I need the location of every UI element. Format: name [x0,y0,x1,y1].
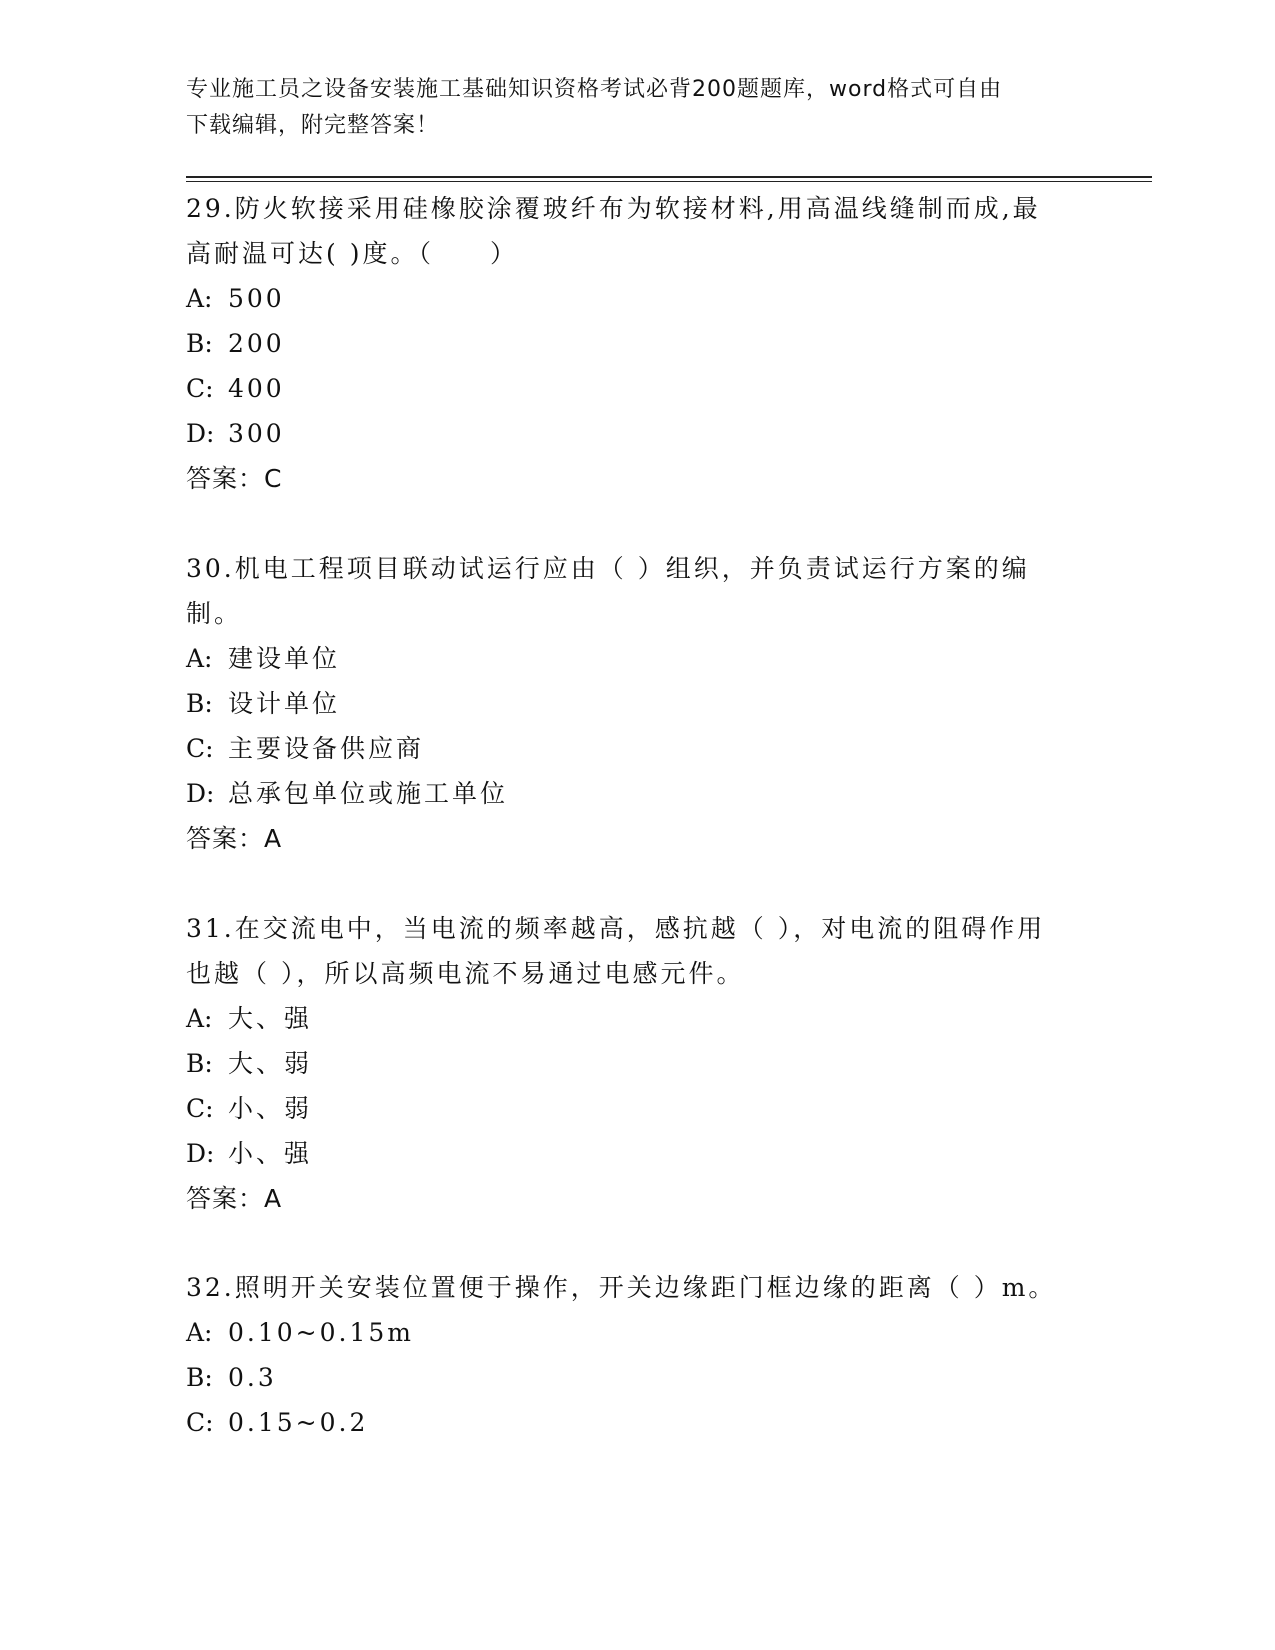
header-line-2: 下载编辑，附完整答案！ [186,113,440,138]
question-30 [186,546,1066,861]
option-text: 400 [228,374,285,403]
option-key: A: [186,284,213,313]
question-stem: 29.防火软接采用硅橡胶涂覆玻纤布为软接材料,用高温线缝制而成,最高耐温可达( )度。（ ） [186,194,1041,268]
option-d [186,1131,1066,1176]
option-d [186,771,1066,816]
option-key: D: [186,779,215,808]
option-a [186,636,1066,681]
option-key: B: [186,1049,213,1078]
option-b [186,1355,1066,1400]
header-line-1: 专业施工员之设备安装施工基础知识资格考试必背200题题库，word格式可自由 [186,77,1003,102]
option-c [186,1086,1066,1131]
option-text: 大、强 [228,1004,313,1033]
option-text: 0.10~0.15m [228,1318,414,1347]
option-key: D: [186,1139,215,1168]
option-text: 500 [228,284,285,313]
answer: 答案：C [186,464,283,493]
option-text: 总承包单位或施工单位 [228,779,509,808]
option-text: 建设单位 [228,644,341,673]
option-key: B: [186,1363,213,1392]
option-b [186,321,1066,366]
answer: 答案：A [186,824,283,853]
header-divider-thick [186,176,1152,178]
option-a [186,276,1066,321]
option-text: 200 [228,329,285,358]
document-header [186,72,1066,144]
option-c [186,1400,1066,1445]
option-text: 小、强 [228,1139,313,1168]
option-key: C: [186,734,214,763]
option-key: A: [186,1318,213,1347]
option-key: B: [186,689,213,718]
answer: 答案：A [186,1184,283,1213]
question-stem: 31.在交流电中，当电流的频率越高，感抗越（ ），对电流的阻碍作用也越（ ），所以高频电流不易通过电感元件。 [186,914,1046,988]
option-b [186,681,1066,726]
option-key: A: [186,1004,213,1033]
option-text: 设计单位 [228,689,341,718]
question-stem: 30.机电工程项目联动试运行应由（ ）组织，并负责试运行方案的编制。 [186,554,1030,628]
option-text: 小、弱 [228,1094,313,1123]
option-a [186,1310,1066,1355]
option-c [186,366,1066,411]
question-31 [186,906,1066,1221]
option-key: C: [186,1408,214,1437]
option-key: C: [186,374,214,403]
option-key: C: [186,1094,214,1123]
option-c [186,726,1066,771]
option-key: D: [186,419,215,448]
option-text: 主要设备供应商 [228,734,425,763]
option-b [186,1041,1066,1086]
option-a [186,996,1066,1041]
question-32 [186,1265,1066,1445]
question-29 [186,186,1066,501]
option-text: 300 [228,419,285,448]
option-text: 0.3 [228,1363,277,1392]
header-divider-thin [186,181,1152,182]
option-text: 大、弱 [228,1049,313,1078]
option-d [186,411,1066,456]
question-stem: 32.照明开关安装位置便于操作，开关边缘距门框边缘的距离（ ）m。 [186,1273,1057,1302]
option-text: 0.15~0.2 [228,1408,369,1437]
option-key: A: [186,644,213,673]
option-key: B: [186,329,213,358]
